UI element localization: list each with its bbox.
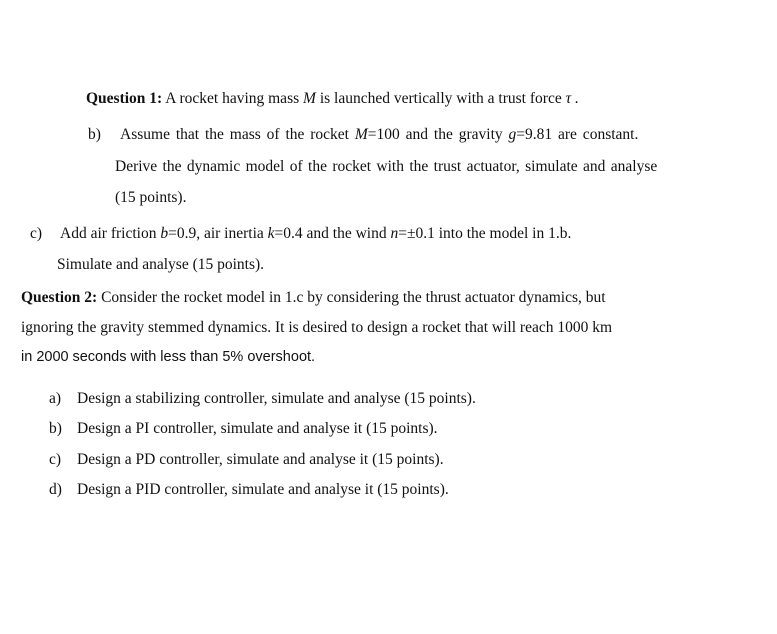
q1-c-label: c): [30, 225, 43, 242]
q1-c-line-1: [30, 225, 571, 244]
q1-c-text-b: air inertia: [203, 225, 264, 242]
wind-value: =±0.1: [398, 225, 435, 242]
q1-c-text-c: and the wind: [306, 225, 387, 242]
mass-value: =100: [367, 126, 400, 143]
q2-item-c: [49, 451, 444, 470]
q1-b-line-3: (15 points).: [115, 189, 187, 206]
q2-line-2: ignoring the gravity stemmed dynamics. It is desired to design a rocket that will reach 1000 km: [21, 319, 613, 336]
q2-item-label: d): [49, 481, 62, 498]
q2-line-1: [21, 289, 606, 308]
q1-b-text-c: are constant.: [558, 126, 639, 143]
wind-var: n: [390, 225, 399, 242]
q1-intro-line: [86, 90, 579, 109]
q1-b-text-a: Assume that the mass of the rocket: [120, 126, 349, 143]
q1-intro-b: is launched vertically with a trust force: [319, 90, 562, 107]
gravity-value: =9.81: [516, 126, 553, 143]
q2-item-text: Design a PD controller, simulate and analyse it (15 points).: [77, 451, 444, 468]
q2-item-label: a): [49, 390, 62, 407]
inertia-var: k: [267, 225, 275, 242]
force-symbol: τ .: [565, 90, 579, 107]
q2-line-3: [21, 348, 315, 367]
q2-heading: Question 2:: [21, 289, 98, 306]
gravity-var: g: [508, 126, 517, 143]
inertia-value: =0.4: [274, 225, 303, 242]
q2-text-3a: in 2000: [21, 349, 69, 365]
mass-var: M: [354, 126, 368, 143]
q1-b-line-2: Derive the dynamic model of the rocket with the trust actuator, simulate and analyse: [115, 158, 658, 175]
q2-item-a: [49, 390, 476, 409]
q1-c-text-a: Add air friction: [60, 225, 157, 242]
q2-item-text: Design a stabilizing controller, simulate and analyse (15 points).: [77, 390, 476, 407]
q1-b-text-b: and the gravity: [405, 126, 503, 143]
q1-intro-a: A rocket having mass: [165, 90, 300, 107]
q2-item-d: [49, 481, 449, 500]
q1-c-line-2: Simulate and analyse (15 points).: [57, 256, 265, 273]
q1-heading: Question 1:: [86, 90, 163, 107]
mass-symbol: M: [303, 90, 316, 107]
q2-text-3b: seconds with less than 5% overshoot.: [72, 349, 316, 365]
q1-b-line-1: [88, 126, 638, 145]
friction-var: b: [160, 225, 169, 242]
q2-text-1: Consider the rocket model in 1.c by considering the thrust actuator dynamics, but: [101, 289, 606, 306]
q1-b-label: b): [88, 126, 101, 143]
q1-c-text-d: into the model in 1.b.: [438, 225, 572, 242]
q2-item-text: Design a PI controller, simulate and analyse it (15 points).: [77, 420, 438, 437]
friction-value: =0.9,: [168, 225, 201, 242]
q2-item-label: b): [49, 420, 62, 437]
q2-item-b: [49, 420, 438, 439]
q2-item-text: Design a PID controller, simulate and analyse it (15 points).: [77, 481, 449, 498]
q2-item-label: c): [49, 451, 62, 468]
